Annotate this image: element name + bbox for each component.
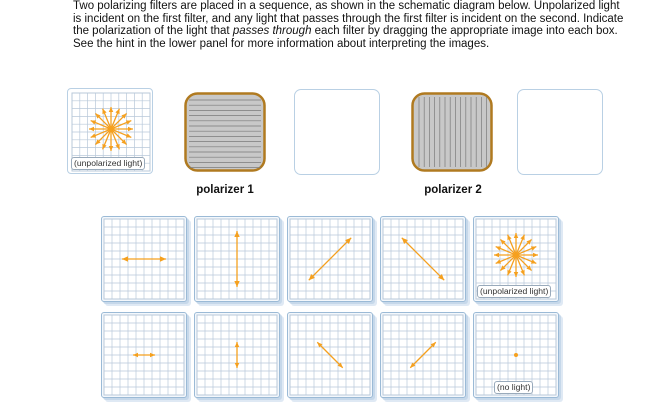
- instructions-text: [73, 0, 658, 51]
- instructions-line-4: See the hint in the lower panel for more information about interpreting the images.: [73, 38, 490, 51]
- polarizer-2: [411, 92, 493, 172]
- tile-horizontal-small[interactable]: [101, 312, 187, 398]
- tile-diagonal-up-right-small[interactable]: [380, 312, 466, 398]
- horizontal-large-icon: [102, 217, 186, 301]
- horizontal-polarizer-icon: [184, 92, 266, 172]
- tile-no-light[interactable]: [473, 312, 559, 398]
- unpolarized-starburst-icon: [89, 107, 133, 151]
- polarizer-1-label: polarizer 1: [196, 184, 254, 196]
- instructions-line-3-italic: passes through: [232, 25, 312, 38]
- tile-diagonal-down-right-small[interactable]: [287, 312, 373, 398]
- instructions-line-1: Two polarizing filters are placed in a sequence, as shown in the schematic diagram below. Unpolarized light: [73, 0, 620, 12]
- no-light-dot-icon: [514, 353, 518, 357]
- diagonal-down-right-small-icon: [288, 313, 372, 397]
- tile-vertical-small[interactable]: [194, 312, 280, 398]
- diagonal-down-right-large-icon: [381, 217, 465, 301]
- polarizer-2-label: polarizer 2: [424, 184, 482, 196]
- vertical-polarizer-icon: [411, 92, 493, 172]
- diagonal-up-right-large-icon: [288, 217, 372, 301]
- tile-diagonal-down-right-large[interactable]: [380, 216, 466, 302]
- vertical-large-icon: [195, 217, 279, 301]
- instructions-line-2: is incident on the first filter, and any light that passes through the first filter is incident on the second. Indicate: [73, 12, 624, 25]
- drop-box-after-polarizer-2[interactable]: [517, 89, 603, 175]
- diagonal-up-right-small-icon: [381, 313, 465, 397]
- source-caption: (unpolarized light): [71, 157, 145, 170]
- source-unpolarized-box: [67, 88, 153, 174]
- instructions-line-3a: the polarization of the light that: [73, 25, 233, 38]
- drop-box-after-polarizer-1[interactable]: [294, 89, 380, 175]
- unpolarized-starburst-icon: [494, 233, 538, 277]
- tile-horizontal-large[interactable]: [101, 216, 187, 302]
- vertical-small-icon: [195, 313, 279, 397]
- tile-vertical-large[interactable]: [194, 216, 280, 302]
- tile-caption: (unpolarized light): [477, 285, 551, 298]
- instructions-line-3: [73, 25, 658, 38]
- horizontal-small-icon: [102, 313, 186, 397]
- tile-caption: (no light): [494, 381, 533, 394]
- tile-diagonal-up-right-large[interactable]: [287, 216, 373, 302]
- polarizer-1: [184, 92, 266, 172]
- instructions-line-3b: each filter by dragging the appropriate image into each box.: [311, 25, 618, 38]
- tile-unpolarized[interactable]: [473, 216, 559, 302]
